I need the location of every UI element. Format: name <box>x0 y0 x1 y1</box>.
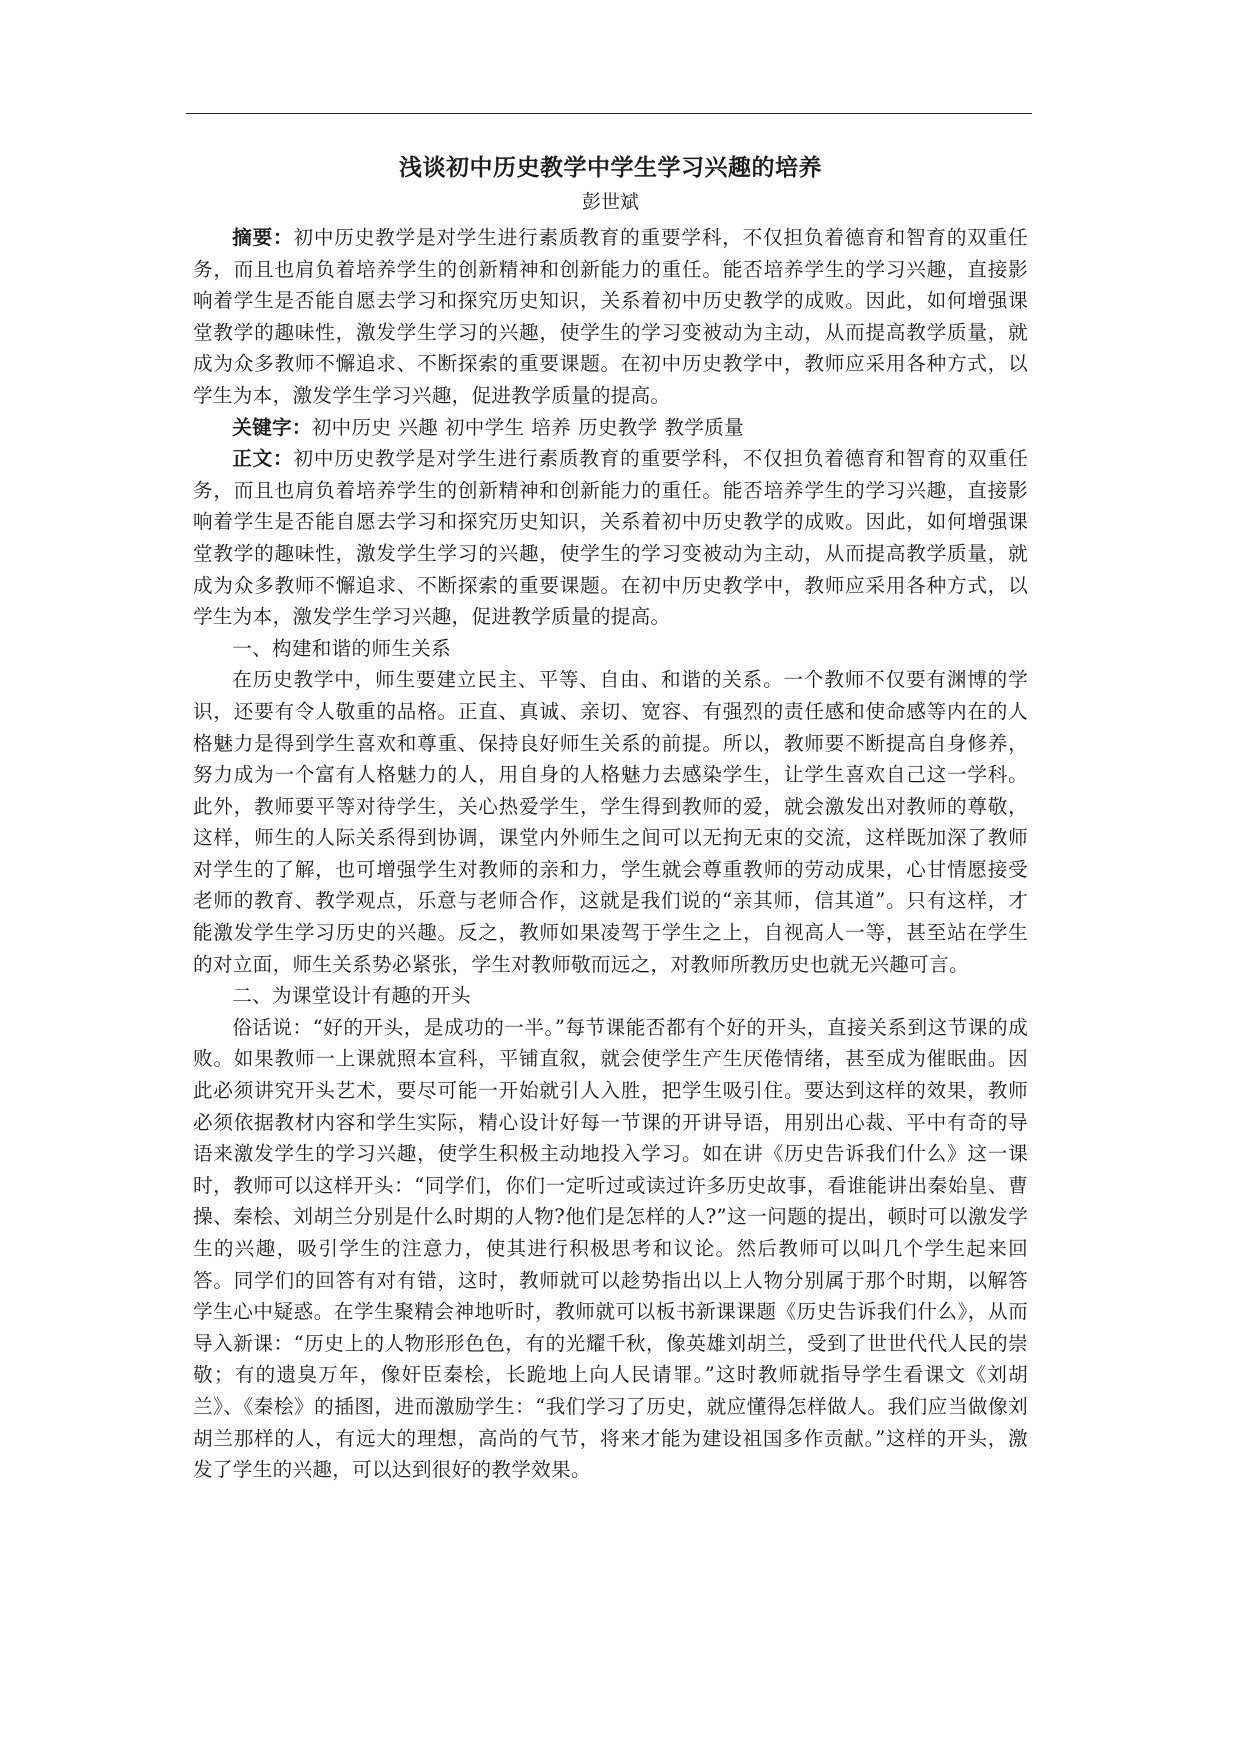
keyword: 培养 <box>531 415 572 439</box>
section-heading: 一、构建和谐的师生关系 <box>232 636 452 660</box>
keywords-paragraph <box>193 412 1028 444</box>
keyword: 历史教学 <box>577 415 658 439</box>
keyword: 教学质量 <box>664 415 744 439</box>
keywords-list <box>312 416 751 439</box>
section-paragraph: 俗话说：“好的开头，是成功的一半。”每节课能否都有个好的开头，直接关系到这节课的成败。如果教师一上课就照本宣科，平铺直叙，就会使学生产生厌倦情绪，甚至成为催眠曲。因此必须讲究开头艺术，要尽可能一开始就引人入胜，把学生吸引住。要达到这样的效果，教师必须依据教材内容和学生实际，精心设计好每一节课的开讲导语，用别出心裁、平中有奇的导语来激发学生的学习兴趣，使学生积极主动地投入学习。如在讲《历史告诉我们什么》这一课时，教师可以这样开头：“同学们，你们一定听过或读过许多历史故事，看谁能讲出秦始皇、曹操、秦桧、刘胡兰分别是什么时期的人物?他们是怎样的人?”这一问题的提出，顿时可以激发学生的兴趣，吸引学生的注意力，使其进行积极思考和议论。然后教师可以叫几个学生起来回答。同学们的回答有对有错，这时，教师就可以趁势指出以上人物分别属于那个时期，以解答学生心中疑惑。在学生聚精会神地听时，教师就可以板书新课课题《历史告诉我们什么》，从而导入新课：“历史上的人物形形色色，有的光耀千秋，像英雄刘胡兰，受到了世世代代人民的崇敬；有的遗臭万年，像奸臣秦桧，长跪地上向人民请罪。”这时教师就指导学生看课文《刘胡兰》、《秦桧》的插图，进而激励学生：“我们学习了历史，就应懂得怎样做人。我们应当做像刘胡兰那样的人，有远大的理想，高尚的气节，将来才能为建设祖国多作贡献。”这样的开头，激发了学生的兴趣，可以达到很好的教学效果。 <box>193 1015 1028 1482</box>
document-page <box>193 150 1028 1486</box>
document-title: 浅谈初中历史教学中学生学习兴趣的培养 <box>399 155 822 181</box>
header-rule <box>186 113 1032 114</box>
keyword: 初中学生 <box>444 415 525 439</box>
abstract-text: 初中历史教学是对学生进行素质教育的重要学科，不仅担负着德育和智育的双重任务，而且也肩负着培养学生的创新精神和创新能力的重任。能否培养学生的学习兴趣，直接影响着学生是否能自愿去学习和探究历史知识，关系着初中历史教学的成败。因此，如何增强课堂教学的趣味性，激发学生学习的兴趣，使学生的学习变被动为主动，从而提高教学质量，就成为众多教师不懈追求、不断探索的重要课题。在初中历史教学中，教师应采用各种方式，以学生为本，激发学生学习兴趣，促进教学质量的提高。 <box>193 226 1028 407</box>
keyword: 兴趣 <box>398 415 438 439</box>
body-intro-text: 初中历史教学是对学生进行素质教育的重要学科，不仅担负着德育和智育的双重任务，而且也肩负着培养学生的创新精神和创新能力的重任。能否培养学生的学习兴趣，直接影响着学生是否能自愿去学习和探究历史知识，关系着初中历史教学的成败。因此，如何增强课堂教学的趣味性，激发学生学习的兴趣，使学生的学习变被动为主动，从而提高教学质量，就成为众多教师不懈追求、不断探索的重要课题。在初中历史教学中，教师应采用各种方式，以学生为本，激发学生学习兴趣，促进教学质量的提高。 <box>193 447 1028 629</box>
document-author: 彭世斌 <box>581 191 639 213</box>
keywords-label: 关键字： <box>232 415 312 439</box>
section-paragraph: 在历史教学中，师生要建立民主、平等、自由、和谐的关系。一个教师不仅要有渊博的学识，还要有令人敬重的品格。正直、真诚、亲切、宽容、有强烈的责任感和使命感等内在的人格魅力是得到学生喜欢和尊重、保持良好师生关系的前提。所以，教师要不断提高自身修养，努力成为一个富有人格魅力的人，用自身的人格魅力去感染学生，让学生喜欢自己这一学科。此外，教师要平等对待学生，关心热爱学生，学生得到教师的爱，就会激发出对教师的尊敬，这样，师生的人际关系得到协调，课堂内外师生之间可以无拘无束的交流，这样既加深了教师对学生的了解，也可增强学生对教师的亲和力，学生就会尊重教师的劳动成果，心甘情愿接受老师的教育、教学观点，乐意与老师合作，这就是我们说的“亲其师，信其道”。只有这样，才能激发学生学习历史的兴趣。反之，教师如果凌驾于学生之上，自视高人一等，甚至站在学生的对立面，师生关系势必紧张，学生对教师敬而远之，对教师所教历史也就无兴趣可言。 <box>193 668 1028 976</box>
body-label: 正文： <box>232 447 294 471</box>
abstract-label: 摘要： <box>232 226 294 249</box>
abstract-paragraph <box>193 222 1028 412</box>
body-intro-paragraph <box>193 443 1028 633</box>
keyword: 初中历史 <box>311 415 392 439</box>
section-heading: 二、为课堂设计有趣的开头 <box>232 984 471 1008</box>
